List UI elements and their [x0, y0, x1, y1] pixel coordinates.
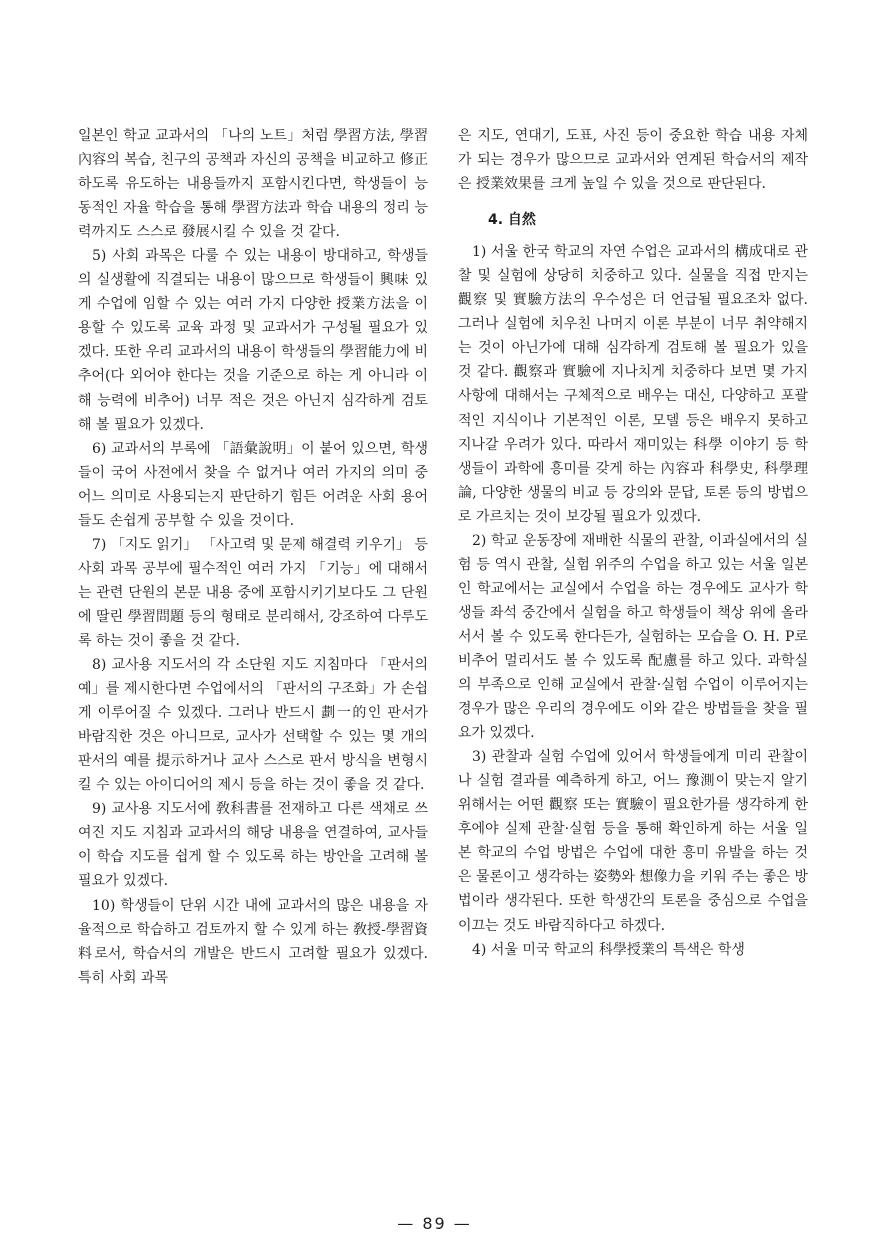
- paragraph-item-8: 8) 교사용 지도서의 각 소단원 지도 지침마다 「판서의 예」를 제시한다면 수업에서의 「판서의 구조화」가 손쉽게 이루어질 수 있겠다. 그러나 반드시 劃一的인 판서가 바람직한 것은 아니므로, 교사가 선택할 수 있는 몇 개의 판서의 예를 提示하거나 교사 스스로 판서 방식을 변형시킬 수 있는 아이디어의 제시 등을 하는 것이 좋을 것 같다.: [78, 657, 428, 794]
- paragraph-item-5: 5) 사회 과목은 다룰 수 있는 내용이 방대하고, 학생들의 실생활에 직결되는 내용이 많으므로 학생들이 興味 있게 수업에 임할 수 있는 여러 가지 다양한 授業方法을 이용할 수 있도록 교육 과정 및 교과서가 구성될 필요가 있겠다. 또한 우리 교과서의 내용이 학생들의 學習能力에 비추어(다 외어야 한다는 것을 기준으로 하는 게 아니라 이해 능력에 비추어) 너무 적은 것은 아닌지 심각하게 검토해 볼 필요가 있겠다.: [78, 248, 428, 433]
- page-number: — 89 —: [397, 1214, 472, 1233]
- paragraph-continued: 일본인 학교 교과서의 「나의 노트」처럼 學習方法, 學習內容의 복습, 친구의 공책과 자신의 공책을 비교하고 修正하도록 유도하는 내용들까지 포함시킨다면, 학생들이 능동적인 자율 학습을 통해 學習方法과 학습 내용의 정리 능력까지도 스스로 發展시킬 수 있을 것 같다.: [78, 128, 428, 241]
- paragraph-item-10: 10) 학생들이 단위 시간 내에 교과서의 많은 내용을 자율적으로 학습하고 검토까지 할 수 있게 하는 敎授-學習資料로서, 학습서의 개발은 반드시 고려할 필요가 있겠다. 특히 사회 과목: [78, 897, 428, 986]
- paragraph-item-4: 4) 서울 미국 학교의 科學授業의 특색은 학생: [472, 941, 745, 958]
- left-column: [78, 124, 428, 990]
- paragraph-item-1: 1) 서울 한국 학교의 자연 수업은 교과서의 構成대로 관찰 및 실험에 상당히 치중하고 있다. 실물을 직접 만지는 觀察 및 實驗方法의 우수성은 더 언급될 필요조차 없다. 그러나 실험에 치우친 나머지 이론 부분이 너무 취약해지는 것이 아닌가에 대해 심각하게 검토해 볼 필요가 있을 것 같다. 觀察과 實驗에 지나치게 치중하다 보면 몇 가지 사항에 대해서는 구체적으로 배우는 대신, 다양하고 포괄적인 지식이나 기본적인 이론, 모델 등은 배우지 못하고 지나갈 우려가 있다. 따라서 재미있는 科學 이야기 등 학생들이 과학에 흥미를 갖게 하는 內容과 科學史, 科學理論, 다양한 생물의 비교 등 강의와 문답, 토론 등의 방법으로 가르치는 것이 보강될 필요가 있겠다.: [458, 244, 808, 525]
- paragraph-item-7: 7) 「지도 읽기」 「사고력 및 문제 해결력 키우기」 등 사회 과목 공부에 필수적인 여러 가지 「기능」에 대해서는 관련 단원의 본문 내용 중에 포함시키기보다도 그 단원에 딸린 學習問題 등의 형태로 분리해서, 강조하여 다루도록 하는 것이 좋을 것 같다.: [78, 536, 428, 649]
- paragraph-item-6: 6) 교과서의 부록에 「語彙說明」이 붙어 있으면, 학생들이 국어 사전에서 찾을 수 없거나 여러 가지의 의미 중 어느 의미로 사용되는지 판단하기 힘든 어려운 사회 용어들도 손쉽게 공부할 수 있을 것이다.: [78, 440, 428, 529]
- paragraph-item-2: 2) 학교 운동장에 재배한 식물의 관찰, 이과실에서의 실험 등 역시 관찰, 실험 위주의 수업을 하고 있는 서울 일본인 학교에서는 교실에서 수업을 하는 경우에도 교사가 학생들 좌석 중간에서 실험을 하고 학생들이 책상 위에 올라서서 볼 수 있도록 한다든가, 실험하는 모습을 O. H. P로 비추어 멀리서도 볼 수 있도록 配慮를 하고 있다. 과학실의 부족으로 인해 교실에서 관찰·실험 수업이 이루어지는 경우가 많은 우리의 경우에도 이와 같은 방법들을 찾을 필요가 있겠다.: [458, 532, 808, 742]
- right-column: [458, 124, 808, 962]
- paragraph-continued: 은 지도, 연대기, 도표, 사진 등이 중요한 학습 내용 자체가 되는 경우가 많으므로 교과서와 연계된 학습서의 제작은 授業效果를 크게 높일 수 있을 것으로 판단된다.: [458, 128, 808, 193]
- section-heading: 4. 自然: [488, 212, 536, 229]
- paragraph-item-3: 3) 관찰과 실험 수업에 있어서 학생들에게 미리 관찰이나 실험 결과를 예측하게 하고, 어느 豫測이 맞는지 알기 위해서는 어떤 觀察 또는 實驗이 필요한가를 생각하게 한 후에야 실제 관찰·실험 등을 통해 확인하게 하는 서울 일본 학교의 수업 방법은 수업에 대한 흥미 유발을 하는 것은 물론이고 생각하는 姿勢와 想像力을 키워 주는 좋은 방법이라 생각된다. 또한 학생간의 토론을 중심으로 수업을 이끄는 것도 바람직하다고 하겠다.: [458, 749, 808, 934]
- paragraph-item-9: 9) 교사용 지도서에 敎科書를 전재하고 다른 색채로 쓰여진 지도 지침과 교과서의 해당 내용을 연결하여, 교사들이 학습 지도를 쉽게 할 수 있도록 하는 방안을 고려해 볼 필요가 있겠다.: [78, 801, 428, 890]
